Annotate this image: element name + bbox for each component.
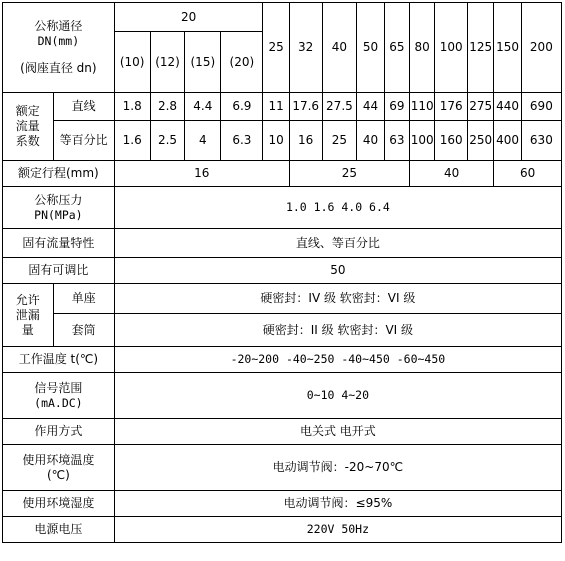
linear-value: 2.8 — [150, 93, 185, 121]
sub-size-cell: (20) — [221, 32, 263, 93]
nominal-diameter-label: 公称通径 — [34, 19, 83, 33]
action-value: 电关式 电开式 — [114, 419, 561, 445]
ambient-humidity-value: 电动调节阀：≤95% — [114, 491, 561, 517]
ambient-temperature-value: 电动调节阀：-20~70℃ — [114, 445, 561, 491]
size-cell: 50 — [357, 3, 384, 93]
equal-percent-label: 等百分比 — [53, 121, 114, 161]
flow-coef-label-line: 系数 — [15, 134, 40, 148]
size-cell: 32 — [289, 3, 322, 93]
power-supply-value: 220V 50Hz — [114, 517, 561, 543]
leakage-label-line: 允许 — [15, 292, 40, 307]
temperature-label: 工作温度 t(℃) — [3, 347, 115, 373]
flow-coef-label — [3, 93, 54, 161]
size-group-20: 20 — [114, 3, 263, 32]
pressure-unit: PN(MPa) — [34, 207, 83, 222]
flow-characteristic-label: 固有流量特性 — [3, 229, 115, 258]
equal-percent-value: 2.5 — [150, 121, 185, 161]
nominal-diameter-header — [3, 3, 115, 93]
linear-value: 275 — [468, 93, 494, 121]
valve-spec-table — [2, 2, 562, 543]
size-cell: 40 — [322, 3, 357, 93]
travel-label: 额定行程(mm) — [3, 161, 115, 187]
equal-percent-value: 160 — [435, 121, 468, 161]
ambient-humidity-label: 使用环境湿度 — [3, 491, 115, 517]
linear-value: 4.4 — [185, 93, 221, 121]
leakage-label — [3, 284, 54, 347]
equal-percent-value: 10 — [263, 121, 289, 161]
sub-size-cell: (10) — [114, 32, 150, 93]
ambient-temperature-label-line: 使用环境温度 — [22, 452, 95, 467]
travel-value: 25 — [289, 161, 409, 187]
linear-value: 27.5 — [322, 93, 357, 121]
linear-value: 440 — [494, 93, 521, 121]
flow-coef-label-line: 流量 — [15, 119, 40, 133]
linear-value: 6.9 — [221, 93, 263, 121]
size-cell: 65 — [384, 3, 409, 93]
equal-percent-value: 630 — [521, 121, 561, 161]
single-seat-value: 硬密封：IV 级 软密封：VI 级 — [114, 284, 561, 314]
equal-percent-value: 400 — [494, 121, 521, 161]
equal-percent-value: 40 — [357, 121, 384, 161]
linear-value: 17.6 — [289, 93, 322, 121]
size-cell: 150 — [494, 3, 521, 93]
action-label: 作用方式 — [3, 419, 115, 445]
linear-value: 11 — [263, 93, 289, 121]
temperature-value: -20~200 -40~250 -40~450 -60~450 — [114, 347, 561, 373]
pressure-value: 1.0 1.6 4.0 6.4 — [114, 187, 561, 229]
sub-size-cell: (12) — [150, 32, 185, 93]
pressure-label-line: 公称压力 — [34, 192, 83, 207]
ambient-temperature-unit: (℃) — [46, 467, 70, 482]
size-cell: 100 — [435, 3, 468, 93]
size-cell: 80 — [410, 3, 435, 93]
signal-range-unit: (mA.DC) — [34, 395, 83, 410]
ambient-temperature-label — [3, 445, 115, 491]
rangeability-label: 固有可调比 — [3, 258, 115, 284]
size-cell: 25 — [263, 3, 289, 93]
equal-percent-value: 63 — [384, 121, 409, 161]
sleeve-value: 硬密封：II 级 软密封：VI 级 — [114, 314, 561, 347]
equal-percent-value: 250 — [468, 121, 494, 161]
linear-value: 1.8 — [114, 93, 150, 121]
sleeve-label: 套筒 — [53, 314, 114, 347]
flow-characteristic-value: 直线、等百分比 — [114, 229, 561, 258]
sub-size-cell: (15) — [185, 32, 221, 93]
signal-range-label-line: 信号范围 — [34, 380, 83, 395]
seat-diameter-label: (阀座直径 dn) — [20, 61, 97, 75]
spec-table-frame — [2, 2, 562, 558]
travel-value: 40 — [410, 161, 494, 187]
equal-percent-value: 6.3 — [221, 121, 263, 161]
size-cell: 125 — [468, 3, 494, 93]
equal-percent-value: 25 — [322, 121, 357, 161]
leakage-label-line: 量 — [21, 322, 34, 337]
signal-range-value: 0~10 4~20 — [114, 373, 561, 419]
leakage-label-line: 泄漏 — [15, 307, 40, 322]
travel-value: 60 — [494, 161, 562, 187]
signal-range-label — [3, 373, 115, 419]
linear-value: 69 — [384, 93, 409, 121]
equal-percent-value: 100 — [410, 121, 435, 161]
linear-label: 直线 — [53, 93, 114, 121]
nominal-diameter-unit: DN(mm) — [37, 34, 80, 48]
travel-value: 16 — [114, 161, 289, 187]
equal-percent-value: 4 — [185, 121, 221, 161]
equal-percent-value: 16 — [289, 121, 322, 161]
power-supply-label: 电源电压 — [3, 517, 115, 543]
linear-value: 690 — [521, 93, 561, 121]
linear-value: 176 — [435, 93, 468, 121]
size-cell: 200 — [521, 3, 561, 93]
pressure-label — [3, 187, 115, 229]
rangeability-value: 50 — [114, 258, 561, 284]
single-seat-label: 单座 — [53, 284, 114, 314]
flow-coef-label-line: 额定 — [15, 104, 40, 118]
linear-value: 44 — [357, 93, 384, 121]
equal-percent-value: 1.6 — [114, 121, 150, 161]
linear-value: 110 — [410, 93, 435, 121]
